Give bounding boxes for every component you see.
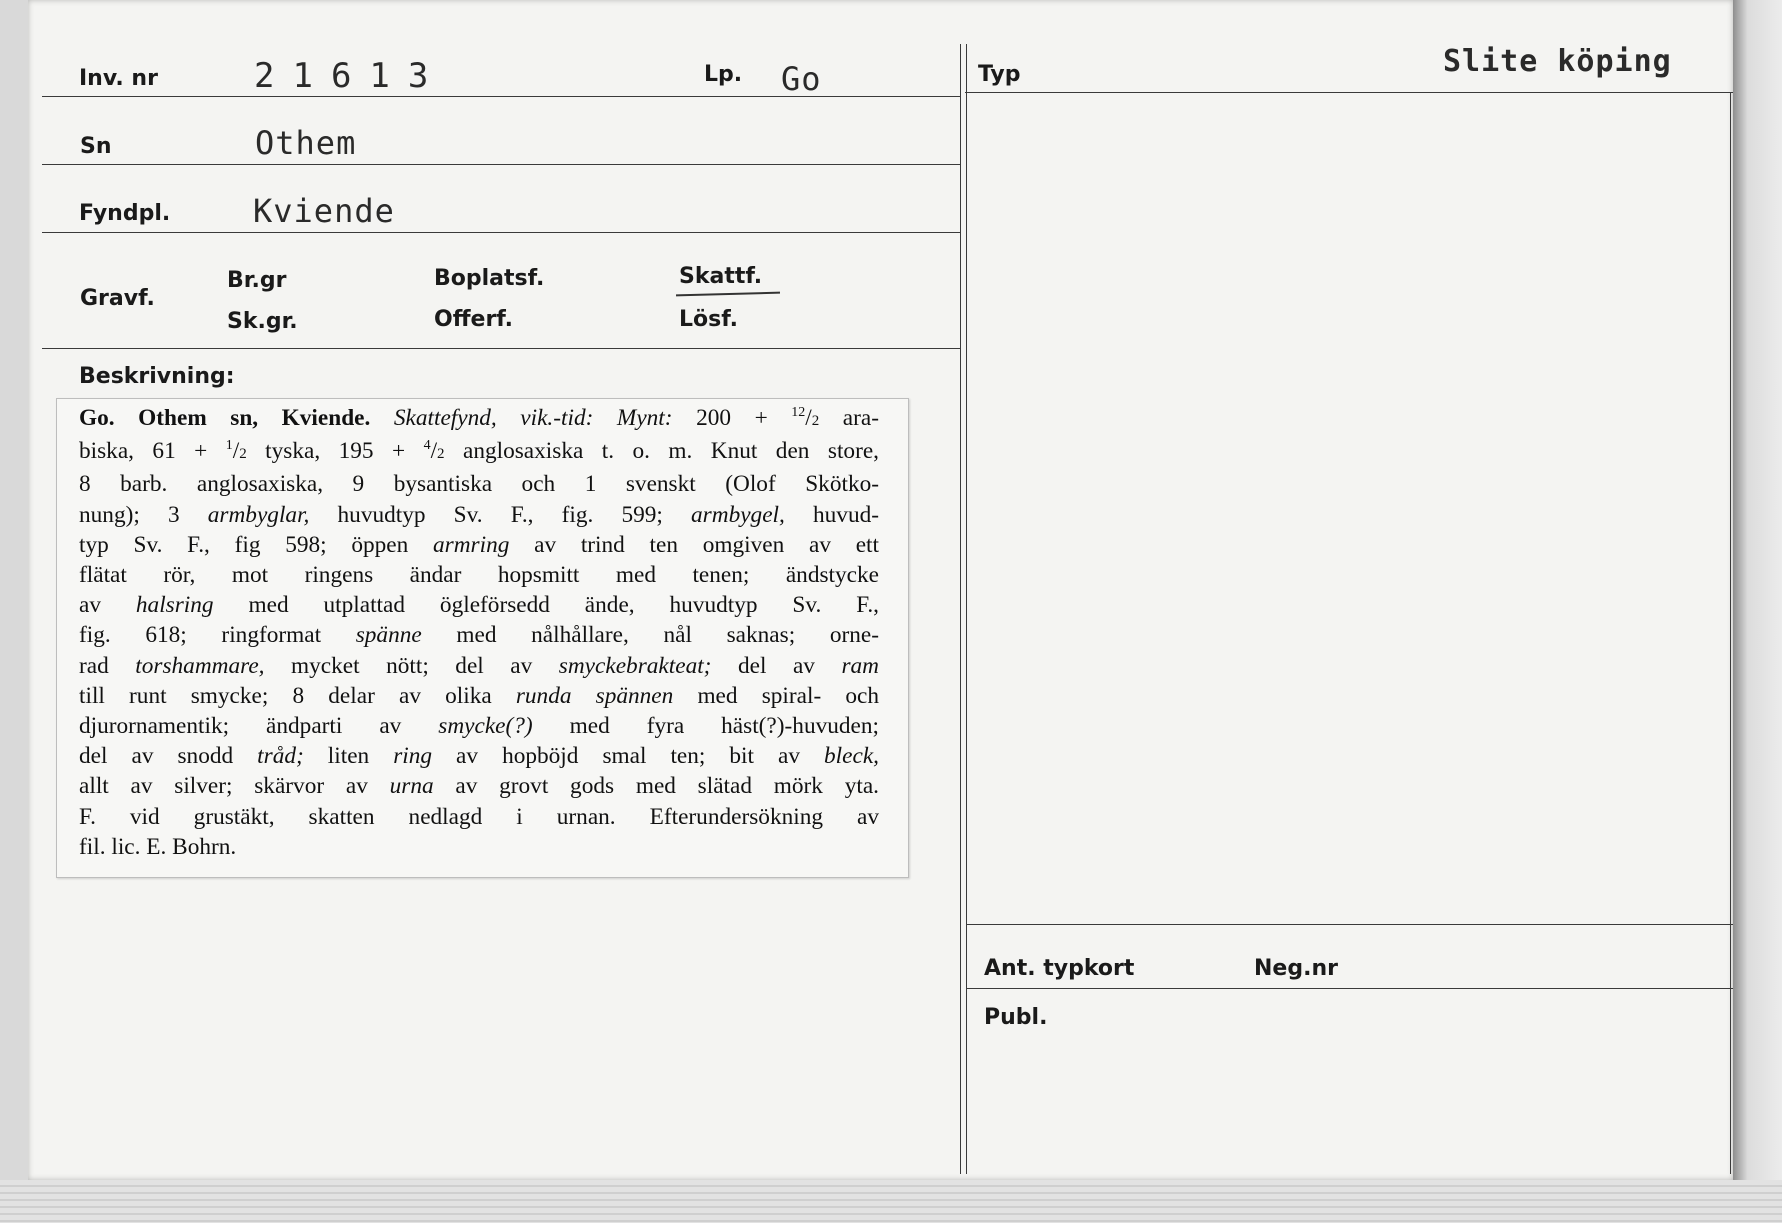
- description-segment: smycke(?): [438, 713, 533, 740]
- description-segment: ara-: [819, 405, 880, 431]
- rule-fyndpl: [42, 232, 960, 233]
- description-segment: 2: [811, 413, 820, 429]
- rule-typkort-top: [967, 924, 1733, 925]
- lp-value: Go: [781, 60, 822, 98]
- rule-gravf: [42, 348, 960, 349]
- description-segment: del av: [711, 652, 842, 679]
- card-edge-shadow: [1733, 0, 1782, 1223]
- description-segment: ram: [841, 652, 879, 679]
- beskrivning-label: Beskrivning:: [79, 364, 235, 389]
- description-segment: 1: [225, 438, 233, 454]
- description-segment: 2: [437, 446, 445, 463]
- description-line: [79, 832, 879, 862]
- description-segment: nung); 3: [79, 501, 208, 528]
- description-segment: anglosaxiska t. o. m. Knut den store,: [444, 438, 879, 465]
- description-line: [79, 771, 879, 801]
- description-segment: med spiral- och: [673, 682, 879, 709]
- description-segment: Skattefynd, vik.-tid: Mynt:: [393, 405, 673, 431]
- description-segment: 12: [791, 405, 806, 421]
- description-segment: typ Sv. F., fig 598; öppen: [79, 531, 434, 558]
- description-segment: F. vid grustäkt, skatten nedlagd i urnan. Efterundersökning av: [79, 803, 879, 830]
- description-line: [79, 741, 879, 771]
- publ-label: Publ.: [984, 1005, 1048, 1030]
- description-segment: 4: [423, 438, 431, 454]
- description-segment: armbyglar,: [207, 501, 310, 528]
- description-segment: /: [232, 438, 240, 465]
- skattf-label: Skattf.: [679, 264, 763, 289]
- description-line: [79, 436, 879, 469]
- description-segment: av hopböjd smal ten; bit av: [432, 743, 825, 770]
- column-divider-left: [960, 44, 961, 1174]
- description-segment: rad: [79, 652, 136, 679]
- typ-label: Typ: [978, 62, 1021, 87]
- right-border: [1730, 92, 1731, 1174]
- description-segment: med nålhållare, nål saknas; orne-: [421, 622, 879, 649]
- description-line: [79, 620, 879, 650]
- losf-label: Lösf.: [679, 307, 738, 332]
- description-segment: bleck,: [824, 743, 879, 770]
- sn-value: Othem: [255, 124, 357, 162]
- description-segment: spänne: [355, 622, 422, 649]
- description-segment: [370, 405, 394, 431]
- rule-typ: [965, 92, 1733, 93]
- rule-sn: [42, 164, 960, 165]
- description-segment: armbygel,: [691, 501, 785, 528]
- description-segment: flätat rör, mot ringens ändar hopsmitt med tenen; ändstycke: [79, 562, 879, 589]
- description-segment: av: [79, 592, 136, 619]
- description-segment: av trind ten omgiven av ett: [509, 531, 879, 558]
- fyndpl-value: Kviende: [253, 192, 395, 230]
- neg-nr-label: Neg.nr: [1254, 956, 1338, 981]
- description-segment: armring: [433, 531, 510, 558]
- skgr-label: Sk.gr.: [227, 309, 298, 334]
- offerf-label: Offerf.: [434, 307, 514, 332]
- inv-nr-label: Inv. nr: [79, 66, 158, 91]
- fyndpl-label: Fyndpl.: [79, 201, 171, 226]
- description-segment: 2: [239, 446, 247, 463]
- description-line: [79, 403, 879, 436]
- description-segment: 200 +: [672, 405, 792, 431]
- description-segment: urna: [389, 773, 434, 800]
- description-segment: smyckebrakteat;: [558, 652, 712, 679]
- description-segment: med utplattad ögleförsedd ände, huvudtyp Sv. F.,: [213, 592, 879, 619]
- description-text: [79, 403, 879, 862]
- description-segment: /: [805, 405, 812, 431]
- gravf-label: Gravf.: [80, 286, 155, 311]
- description-segment: huvud-: [784, 501, 880, 528]
- description-line: [79, 681, 879, 711]
- description-line: [79, 711, 879, 741]
- description-segment: /: [430, 438, 438, 465]
- description-line: [79, 590, 879, 620]
- description-segment: med fyra häst(?)-huvuden;: [532, 713, 879, 740]
- scan-bottom-margin: [0, 1180, 1782, 1223]
- lp-label: Lp.: [704, 62, 743, 87]
- description-line: [79, 530, 879, 560]
- description-segment: djurornamentik; ändparti av: [79, 713, 439, 740]
- description-line: [79, 560, 879, 590]
- description-segment: runda spännen: [515, 682, 674, 709]
- description-segment: allt av silver; skärvor av: [79, 773, 390, 800]
- ant-typkort-label: Ant. typkort: [984, 956, 1135, 981]
- brgr-label: Br.gr: [227, 268, 287, 293]
- boplatsf-label: Boplatsf.: [434, 266, 545, 291]
- description-segment: tråd;: [257, 743, 304, 770]
- description-line: [79, 500, 879, 530]
- rule-invnr: [42, 96, 960, 97]
- typ-value: Slite köping: [1443, 44, 1672, 79]
- description-segment: torshammare,: [135, 652, 265, 679]
- description-segment: 8 barb. anglosaxiska, 9 bysantiska och 1 svenskt (Olof Skötko-: [79, 471, 879, 498]
- inv-nr-value: 21613: [254, 56, 447, 96]
- description-segment: halsring: [135, 592, 214, 619]
- description-segment: fil. lic. E. Bohrn.: [79, 833, 237, 860]
- sn-label: Sn: [80, 134, 112, 159]
- description-line: [79, 802, 879, 832]
- description-slip: [56, 398, 909, 878]
- description-segment: biska, 61 +: [79, 438, 226, 465]
- description-segment: Go. Othem sn, Kviende.: [79, 405, 371, 431]
- rule-typkort-bottom: [967, 988, 1733, 989]
- description-segment: huvudtyp Sv. F., fig. 599;: [309, 501, 692, 528]
- description-line: [79, 651, 879, 681]
- description-segment: mycket nött; del av: [264, 652, 559, 679]
- description-segment: ring: [393, 743, 433, 770]
- description-segment: del av snodd: [79, 743, 258, 770]
- description-segment: tyska, 195 +: [246, 438, 424, 465]
- column-divider-right: [966, 44, 967, 1174]
- description-segment: fig. 618; ringformat: [79, 622, 356, 649]
- description-segment: till runt smycke; 8 delar av olika: [79, 682, 516, 709]
- description-segment: liten: [303, 743, 394, 770]
- description-segment: av grovt gods med slätad mörk yta.: [433, 773, 879, 800]
- description-line: [79, 469, 879, 499]
